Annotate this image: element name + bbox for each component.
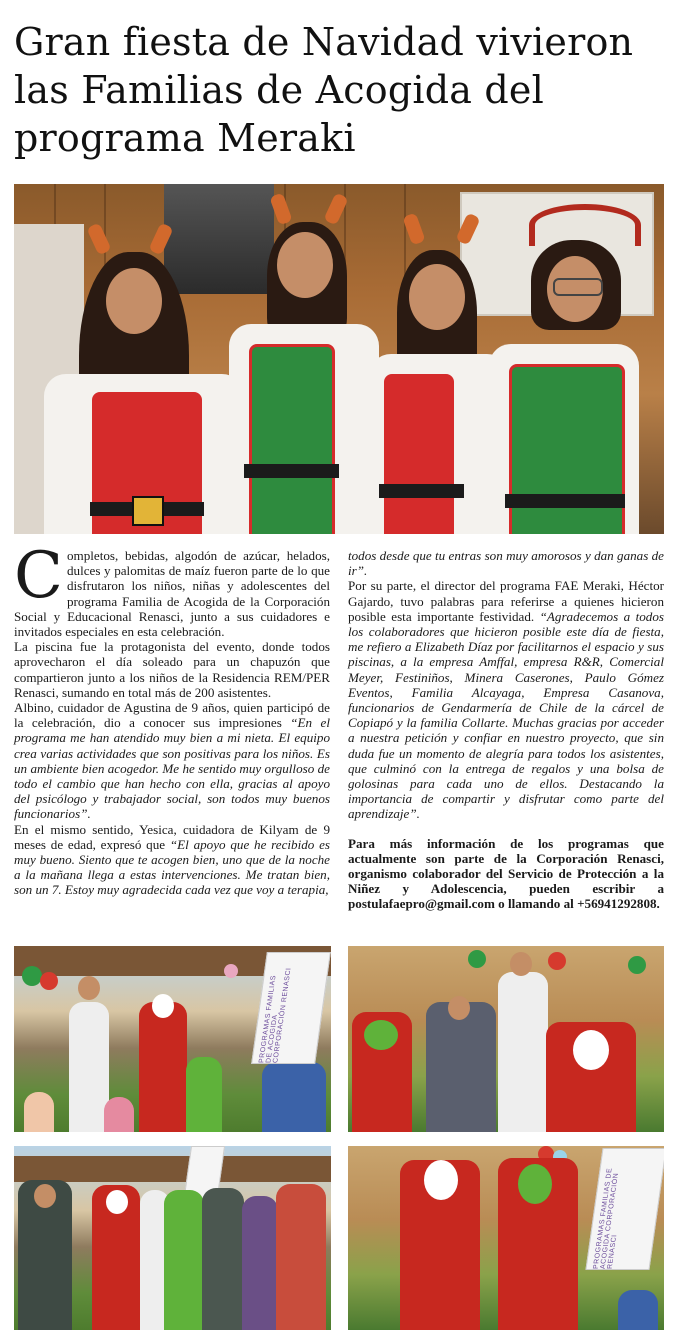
- article-column-left: [14, 539, 331, 898]
- paragraph-5: todos desde que tu entras son muy amorosos y dan ganas de ir”.: [348, 548, 664, 579]
- paragraph-1: Completos, bebidas, algodón de azúcar, helados, dulces y palomitas de maíz fueron parte de lo que disfrutaron los niños, niñas y adolescentes del programa Familia de Acogida de la Corporación Social y Educacional Renasci, junto a sus cuidadores e invitados especiales en esta celebración.: [14, 539, 330, 640]
- woman-green-apron-2: [469, 204, 639, 534]
- paragraph-3: Albino, cuidador de Agustina de 9 años, quien participó de la celebración, dio a conocer sus impresiones “En el programa me han atendido muy bien a mi nieta. El equipo crea varias actividades que son positivas para los niños. Es un ambiente bien acogedor. Me he sentido muy orgulloso de todo el cambio que han hecho con ella, gracias al apoyo del psicólogo y trabajador social, son todos muy buenos funcionarios”.: [14, 700, 330, 822]
- article-column-right: [348, 548, 664, 912]
- woman-red-apron-1: [34, 224, 254, 534]
- photo-santa-grinch-stage: [14, 946, 331, 1132]
- photo-grinch-santa-children: [348, 946, 664, 1132]
- woman-green-apron-1: [229, 194, 379, 534]
- photo-group-santa-grinch: [14, 1146, 331, 1330]
- photo-santa-grinch-pair: [348, 1146, 664, 1330]
- contact-info: Para más información de los programas que actualmente son parte de la Corporación Renasci, organismo colaborador del Servicio de Protección a la Niñez y Adolescencia, pueden escribir a postulafaepro@gmail.com o llamando al +56941292808.: [348, 835, 664, 912]
- paragraph-4: En el mismo sentido, Yesica, cuidadora de Kilyam de 9 meses de edad, expresó que “El apoyo que he recibido es muy bueno. Siento que te acogen bien, uno que de la noche a la mañana llega a estas intervenciones. Me tratan bien, son un 7. Estoy muy agradecida cada vez que voy a terapia,: [14, 821, 331, 898]
- banner-text-2: PROGRAMAS FAMILIAS DE ACOGIDA CORPORACIÓN RENASCI: [592, 1167, 621, 1269]
- hero-photo: [14, 184, 664, 534]
- paragraph-2: La piscina fue la protagonista del evento, donde todos aprovecharon el día soleado para un chapuzón que compartieron junto a los niños de la Residencia REM/PER Renasci, sumando en total más de 200 asistentes.: [14, 639, 330, 700]
- banner-text-1: PROGRAMAS FAMILIAS DE ACOGIDA CORPORACIÓN RENASCI: [258, 967, 293, 1063]
- paragraph-6: Por su parte, el director del programa FAE Meraki, Héctor Gajardo, tuvo palabras para referirse a quienes hicieron posible esta importante festividad. “Agradecemos a todos los colaboradores que hicieron posible este día de fiesta, me refiero a Elizabeth Díaz por facilitarnos el espacio y sus piscinas, a la empresa Amffal, empresa R&R, Comercial Meyer, Festiniños, Minera Caserones, Paulo Gómez Eventos, Familia Alcayaga, Empresa Casanova, funcionarios de Gendarmería de Chile de la cárcel de Copiapó y la familia Collarte. Muchas gracias por acceder a nuestra petición y confiar en nuestro proyecto, que sin duda fue un momento de alegría para todos los asistentes, que culminó con la entrega de regalos y una bolsa de golosinas para cada uno de ellos. Destacando la importancia de compartir y disfrutar como parte del aprendizaje”.: [348, 578, 664, 822]
- article-headline: Gran fiesta de Navidad vivieron las Familias de Acogida del programa Meraki: [14, 20, 634, 160]
- drop-cap: C: [14, 539, 63, 613]
